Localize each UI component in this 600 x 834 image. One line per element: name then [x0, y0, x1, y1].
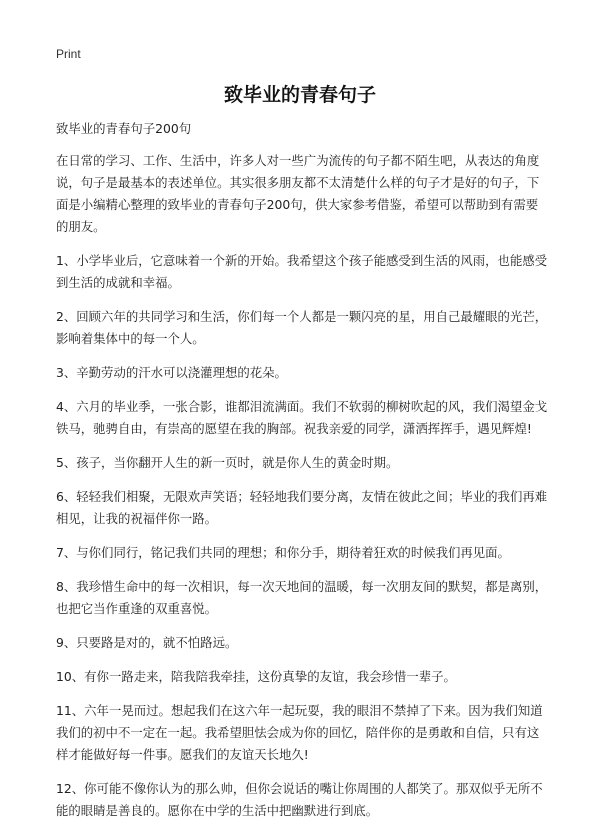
list-item: 7、与你们同行，铭记我们共同的理想；和你分手，期待着狂欢的时候我们再见面。	[56, 545, 510, 560]
list-item: 3、辛勤劳动的汗水可以浇灌理想的花朵。	[56, 365, 287, 380]
article-body	[56, 118, 550, 834]
list-item: 9、只要路是对的，就不怕路远。	[56, 635, 238, 650]
list-item: 8、我珍惜生命中的每一次相识，每一次天地间的温暖，每一次朋友间的默契，都是离别，也把它当作重逢的双重喜悦。	[56, 579, 548, 616]
print-link[interactable]: Print	[56, 47, 81, 61]
page-title: 致毕业的青春句子	[223, 84, 376, 106]
article-subtitle: 致毕业的青春句子200句	[56, 121, 192, 136]
list-item: 12、你可能不像你认为的那么帅，但你会说话的嘴让你周围的人都笑了。那双似乎无所不能的眼睛是善良的。愿你在中学的生活中把幽默进行到底。	[56, 781, 543, 818]
list-item: 5、孩子，当你翻开人生的新一页时，就是你人生的黄金时期。	[56, 455, 399, 470]
list-item: 2、回顾六年的共同学习和生活，你们每一个人都是一颗闪亮的星，用自己最耀眼的光芒，影响着集体中的每一个人。	[56, 309, 548, 346]
list-item: 6、轻轻我们相聚，无限欢声笑语；轻轻地我们要分离，友情在彼此之间；毕业的我们再难相见，让我的祝福伴你一路。	[56, 489, 548, 526]
list-item: 10、有你一路走来，陪我陪我牵挂，这份真挚的友谊，我会珍惜一辈子。	[56, 669, 456, 684]
list-item: 1、小学毕业后，它意味着一个新的开始。我希望这个孩子能感受到生活的风雨，也能感受到生活的成就和幸福。	[56, 253, 548, 290]
list-item: 4、六月的毕业季，一张合影，谁都泪流满面。我们不软弱的柳树吹起的风，我们渴望金戈铁马，驰骋自由，有崇高的愿望在我的胸部。祝我亲爱的同学，潇洒挥挥手，遇见辉煌!	[56, 399, 548, 436]
list-item: 11、六年一晃而过。想起我们在这六年一起玩耍，我的眼泪不禁掉了下来。因为我们知道我们的初中不一定在一起。我希望胆怯会成为你的回忆，陪伴你的是勇敢和自信，只有这样才能做好每一件事。愿我们的友谊天长地久!	[56, 703, 543, 762]
intro-paragraph: 在日常的学习、工作、生活中，许多人对一些广为流传的句子都不陌生吧，从表达的角度说，句子是最基本的表述单位。其实很多朋友都不太清楚什么样的句子才是好的句子，下面是小编精心整理的致毕业的青春句子200句，供大家参考借鉴，希望可以帮助到有需要的朋友。	[56, 153, 540, 234]
